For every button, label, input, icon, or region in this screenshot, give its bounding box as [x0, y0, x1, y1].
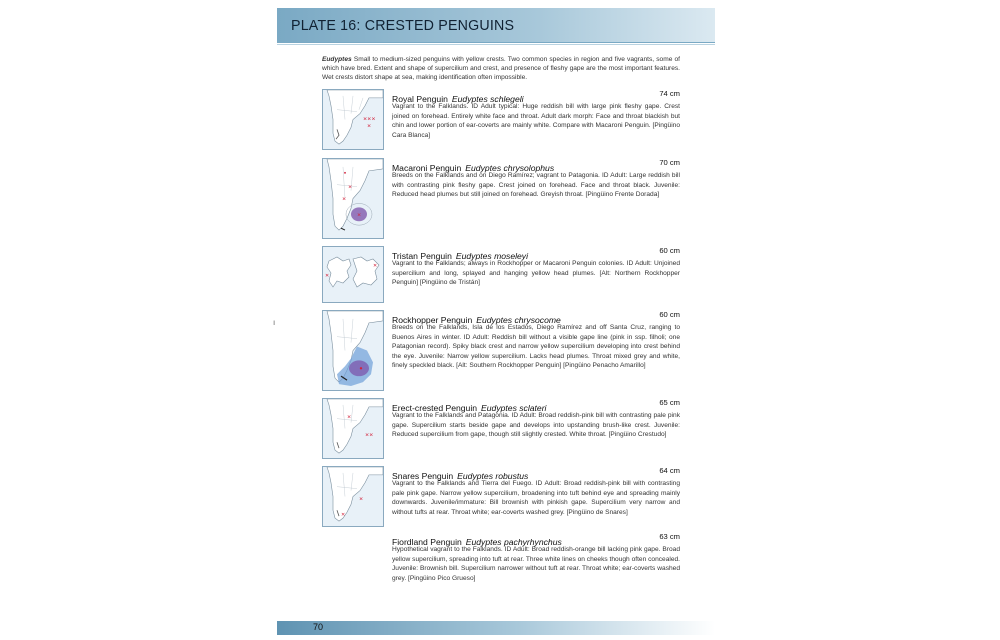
- common-name: Macaroni Penguin: [392, 163, 462, 173]
- svg-text:✕✕✕: ✕✕✕: [363, 116, 376, 123]
- species-description: Vagrant to the Falklands and Patagonia. ID Adult: Broad reddish-pink bill with contrasting pale pink gape. Supercilium starts beside gape and develops into upstanding brush-like crest. Juvenile: Reduced supercilium from gape, though still slightly crested. White throat. [Pingüino Crestudo]: [392, 412, 680, 438]
- length: 70 cm: [659, 158, 680, 167]
- scientific-name: Eudyptes schlegeli: [451, 94, 524, 104]
- scientific-name: Eudyptes pachyrhynchus: [465, 537, 562, 547]
- common-name: Rockhopper Penguin: [392, 315, 473, 325]
- common-name: Tristan Penguin: [392, 251, 452, 261]
- range-map: [322, 89, 384, 150]
- range-map-graphic: [323, 90, 383, 149]
- species-description: Vagrant to the Falklands. ID Adult typical: Huge reddish bill with large pink fleshy gape. Crest joined on forehead. Entirely white face and throat. Adult dark morph: Face and throat blackish but chin and lower portion of ear-coverts are mainly white. Compare with Macaroni Penguin. [Pingüino Cara Blanca]: [392, 103, 680, 139]
- range-map: [322, 310, 384, 391]
- common-name: Snares Penguin: [392, 471, 454, 481]
- intro-genus: Eudyptes: [322, 56, 352, 63]
- svg-text:✕: ✕: [367, 123, 372, 130]
- scientific-name: Eudyptes chrysocome: [476, 315, 561, 325]
- scientific-name: Eudyptes chrysolophus: [465, 163, 555, 173]
- common-name: Fiordland Penguin: [392, 537, 462, 547]
- header-rule-secondary: [277, 44, 715, 45]
- range-map-graphic: [323, 311, 383, 390]
- species-description: Vagrant to the Falklands and Tierra del Fuego. ID Adult: Broad reddish-pink bill with contrasting pale pink gape. Narrow yellow supercilium, broadening into tuft behind eye and spreading mainly downwards. Juvenile/immature: Bill brownish with pinkish gape. Supercilium very narrow and without tufts at rear. Throat white; ear-coverts washed grey. [Pingüino de Snares]: [392, 480, 680, 516]
- length: 65 cm: [659, 398, 680, 407]
- plate-header: [277, 8, 715, 42]
- svg-text:✕: ✕: [325, 273, 330, 279]
- svg-text:✕: ✕: [348, 184, 353, 191]
- intro-text: Small to medium-sized penguins with yellow crests. Two common species in region and five vagrants, some of which have bred. Extent and shape of supercilium and crest, and presence of fleshy gape are the most important features. Wet crests distort shape at sea, making identification often impossible.: [322, 56, 680, 81]
- scientific-name: Eudyptes robustus: [457, 471, 529, 481]
- species-description: Breeds on the Falklands, Isla de los Estados, Diego Ramírez and off Santa Cruz, ranging to Buenos Aires in winter. ID Adult: Reddish bill without a visible gape line (pink in ssp. filholi; one Patagonian record). Spiky black crest and narrow yellow supercilium developing into crest behind the eye. Juvenile: Narrow yellow supercilium. Lacks head plumes. Throat mixed grey and white, finely speckled black. [Alt: Southern Rockhopper Penguin] [Pingüino Penacho Amarillo]: [392, 324, 680, 369]
- range-map-graphic: [323, 399, 383, 458]
- page-number: 70: [313, 622, 324, 632]
- common-name: Royal Penguin: [392, 94, 448, 104]
- range-map-graphic: [323, 159, 383, 238]
- svg-text:✕: ✕: [357, 212, 362, 219]
- plate-title: PLATE 16: CRESTED PENGUINS: [291, 17, 515, 34]
- svg-text:✕: ✕: [359, 496, 364, 503]
- page-footer: [277, 621, 715, 635]
- svg-text:✕: ✕: [341, 512, 346, 519]
- range-map: [322, 398, 384, 459]
- header-rule: [277, 42, 715, 43]
- species-description: Vagrant to the Falklands; always in Rockhopper or Macaroni Penguin colonies. ID Adult: Unjoined supercilium and long, splayed and hanging yellow head plumes. [Alt: Northern Rockhopper Penguin] [Pingüino de Tristán]: [392, 260, 680, 286]
- scientific-name: Eudyptes sclateri: [481, 403, 547, 413]
- intro-paragraph: [322, 55, 680, 82]
- species-description: Hypothetical vagrant to the Falklands. ID Adult: Broad reddish-orange bill lacking pink gape. Broad yellow supercilium, spreading into tuft at rear. Three white lines on cheeks though often concealed. Juvenile: Brownish bill. Supercilium narrower without tuft at rear. Throat white; ear-coverts washed grey. [Pingüino Pico Grueso]: [392, 546, 680, 582]
- margin-mark: ı: [273, 318, 276, 327]
- range-map-graphic: [323, 467, 383, 526]
- scientific-name: Eudyptes moseleyi: [455, 251, 529, 261]
- length: 60 cm: [659, 310, 680, 319]
- species-description: Breeds on the Falklands and on Diego Ramírez; vagrant to Patagonia. ID Adult: Large reddish bill with contrasting pink fleshy gape. Crest joined on forehead. Face and throat black. Juvenile: Reduced head plumes but still joined on forehead. Greyish throat. [Pingüino Frente Dorada]: [392, 172, 680, 198]
- range-map: [322, 466, 384, 527]
- range-map-graphic: [323, 247, 383, 302]
- svg-text:✕: ✕: [342, 196, 347, 203]
- range-map: [322, 158, 384, 239]
- svg-text:✕: ✕: [347, 414, 352, 421]
- length: 64 cm: [659, 466, 680, 475]
- range-map: [322, 246, 384, 303]
- length: 60 cm: [659, 246, 680, 255]
- common-name: Erect-crested Penguin: [392, 403, 478, 413]
- length: 63 cm: [659, 532, 680, 541]
- length: 74 cm: [659, 89, 680, 98]
- svg-text:✕: ✕: [373, 263, 378, 269]
- svg-text:✕✕: ✕✕: [365, 432, 374, 439]
